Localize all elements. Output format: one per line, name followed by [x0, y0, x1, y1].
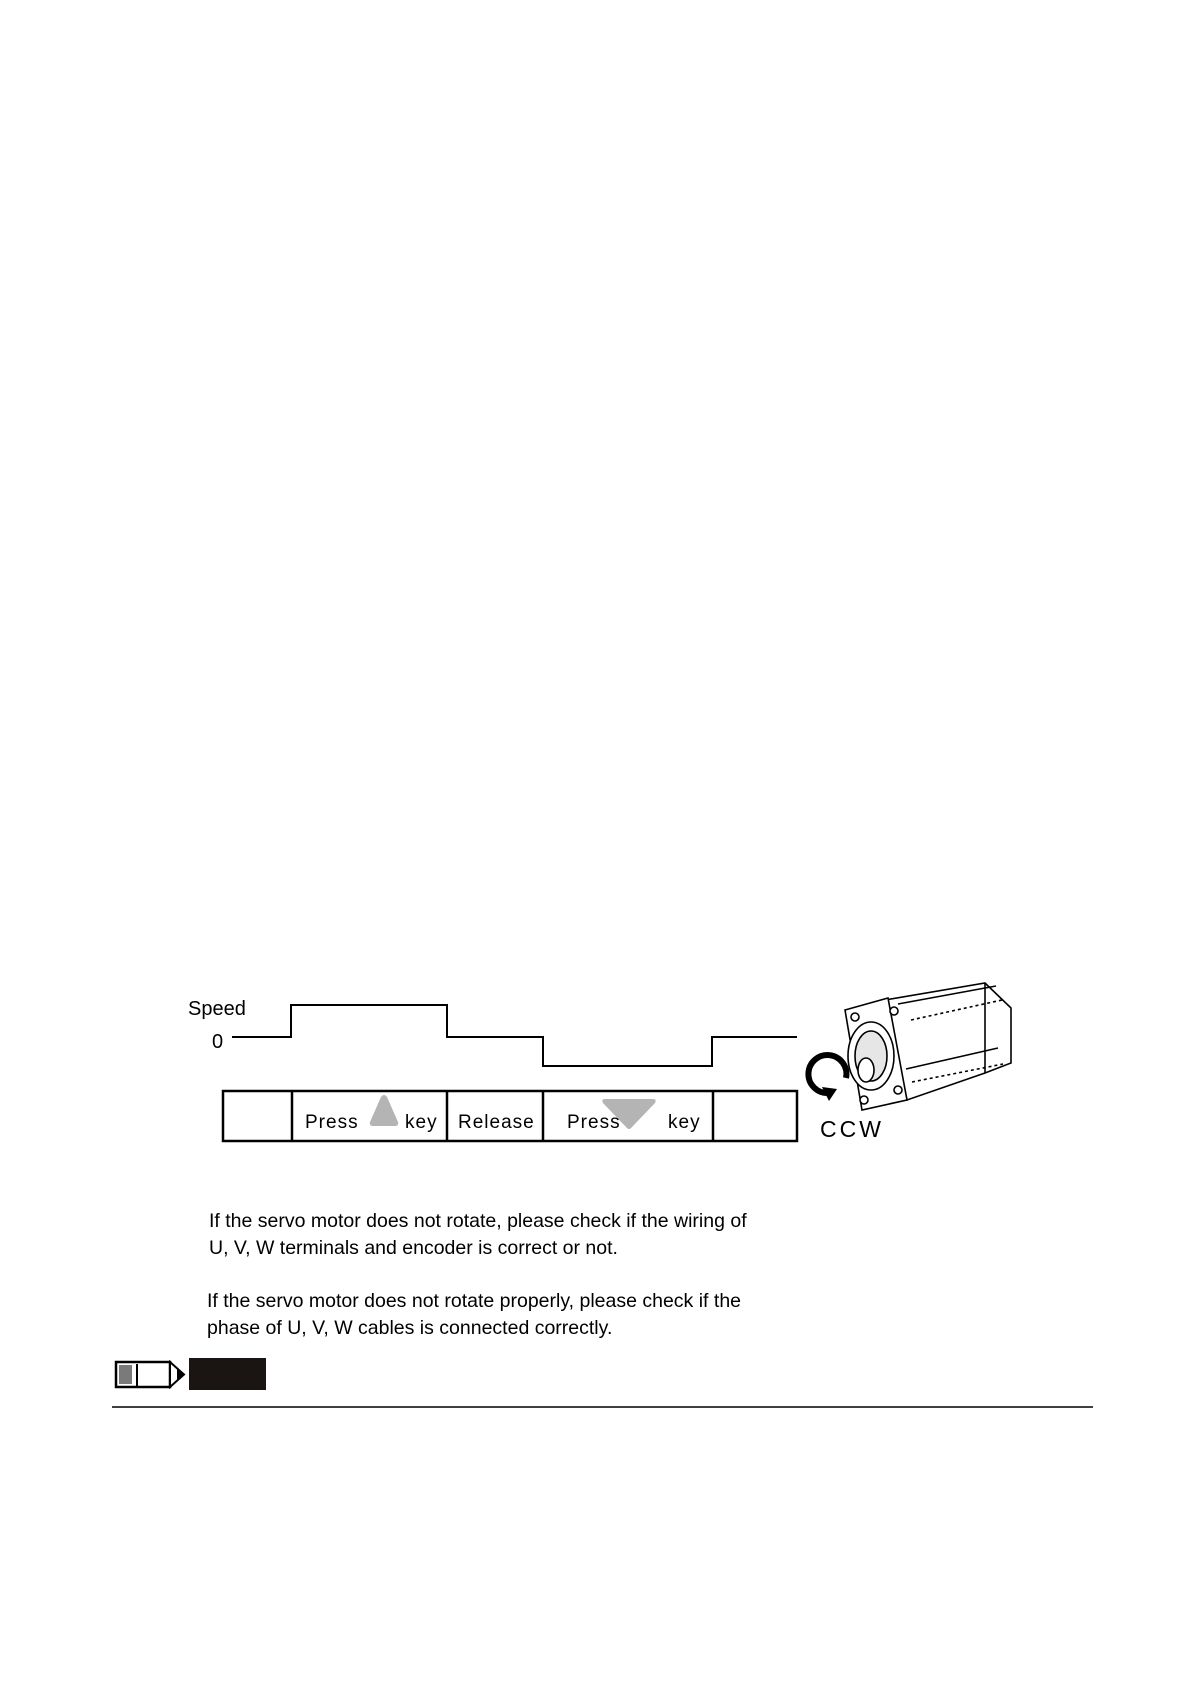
pencil-note-icon	[116, 1358, 266, 1390]
counterclockwise-arrow-icon	[808, 1055, 846, 1093]
press-down-key-label: key	[668, 1112, 701, 1133]
rotation-direction-label: CCW	[820, 1116, 884, 1142]
press-up-label: Press	[305, 1112, 359, 1133]
zero-speed-label: 0	[212, 1031, 224, 1053]
speed-axis-label: Speed	[188, 998, 246, 1020]
note-phase-check: If the servo motor does not rotate properly, please check if the phase of U, V, W cables is connected correctly.	[207, 1290, 742, 1339]
servo-motor-icon	[845, 983, 1011, 1110]
press-up-key-label: key	[405, 1112, 438, 1133]
up-triangle-key-icon	[370, 1095, 398, 1126]
press-down-label: Press	[567, 1112, 621, 1133]
release-label: Release	[458, 1112, 535, 1133]
note-wiring-check: If the servo motor does not rotate, please check if the wiring of U, V, W terminals and encoder is correct or not.	[209, 1210, 747, 1259]
speed-profile-line	[232, 1005, 797, 1066]
